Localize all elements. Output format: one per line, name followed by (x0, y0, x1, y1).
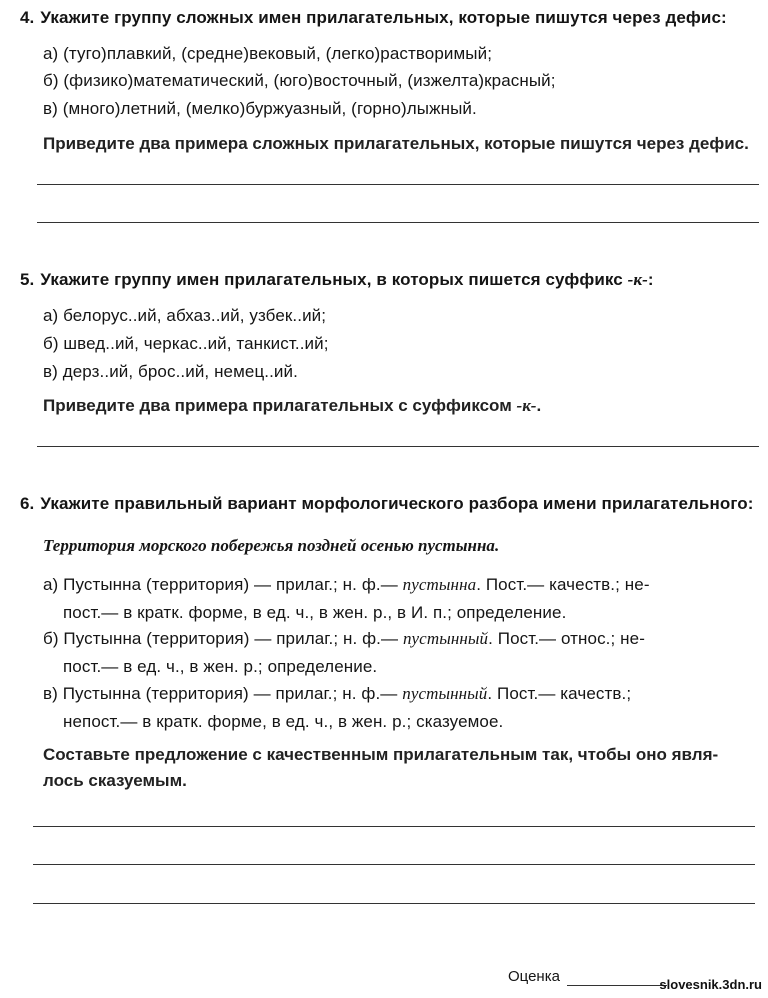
question-4-answer-line-1[interactable] (37, 184, 759, 185)
question-5-task-text: Приведите два примера прилагательных с суффиксом (43, 396, 517, 415)
question-4-option-b[interactable]: б) (физико)математический, (юго)восточный, (изжелта)красный; (43, 71, 556, 90)
question-4-option-a[interactable]: а) (туго)плавкий, (средне)вековый, (легко)растворимый; (43, 44, 493, 63)
question-4-title (20, 8, 727, 28)
option-c-rest: . Пост.— качеств.; (487, 684, 632, 703)
option-a-form: пустынна (402, 575, 477, 594)
question-5-number: 5. (20, 270, 35, 289)
question-5-answer-line[interactable] (37, 446, 759, 447)
example-text: Территория морского побережья поздней осенью (43, 536, 418, 555)
question-5-text: Укажите группу имен прилагательных, в которых пишется суффикс (40, 270, 628, 289)
question-6-option-b-line-2: пост.— в ед. ч., в жен. р.; определение. (63, 657, 378, 676)
question-6-task-line-1: Составьте предложение с качественным прилагательным так, чтобы оно явля- (43, 745, 719, 764)
question-4-task: Приведите два примера сложных прилагательных, которые пишутся через дефис. (43, 134, 749, 153)
option-b-rest: . Пост.— относ.; не- (488, 629, 645, 648)
question-6-title (20, 494, 754, 514)
site-watermark: slovesnik.3dn.ru (659, 977, 762, 992)
question-4-number: 4. (20, 8, 35, 27)
question-6-answer-line-1[interactable] (33, 826, 755, 827)
question-4-answer-line-2[interactable] (37, 222, 759, 223)
question-5-colon: : (647, 270, 654, 289)
question-6-answer-line-3[interactable] (33, 903, 755, 904)
question-6-answer-line-2[interactable] (33, 864, 755, 865)
question-6-example-sentence (43, 536, 499, 556)
question-6-option-b[interactable] (43, 629, 645, 649)
question-6-text: Укажите правильный вариант морфологического разбора имени прилагательного: (40, 494, 754, 513)
question-4-text: Укажите группу сложных имен прилагательных, которые пишутся через дефис: (40, 8, 727, 27)
grade-field-line[interactable] (567, 985, 667, 986)
example-period: . (494, 536, 500, 555)
question-5-option-c[interactable]: в) дерз..ий, брос..ий, немец..ий. (43, 362, 298, 381)
question-5-task-end: . (536, 396, 542, 415)
question-5-option-a[interactable]: а) белорус..ий, абхаз..ий, узбек..ий; (43, 306, 327, 325)
option-b-form: пустынный (402, 629, 489, 648)
option-b-text: б) Пустынна (территория) — прилаг.; н. ф.— (43, 629, 403, 648)
grade-label: Оценка (508, 968, 560, 985)
option-c-text: в) Пустынна (территория) — прилаг.; н. ф.— (43, 684, 403, 703)
question-5-task-suffix: -к- (516, 396, 537, 415)
question-5-task (43, 396, 541, 416)
question-6-number: 6. (20, 494, 35, 513)
question-6-option-a-line-2: пост.— в кратк. форме, в ед. ч., в жен. р., в И. п.; определение. (63, 603, 567, 622)
question-6-task-line-2: лось сказуемым. (43, 771, 187, 790)
question-6-option-c[interactable] (43, 684, 631, 704)
option-c-form: пустынный (402, 684, 488, 703)
option-a-rest: . Пост.— качеств.; не- (476, 575, 650, 594)
question-5-suffix: -к- (627, 270, 648, 289)
option-a-text: а) Пустынна (территория) — прилаг.; н. ф.— (43, 575, 403, 594)
question-5-title (20, 270, 654, 290)
question-4-option-c[interactable]: в) (много)летний, (мелко)буржуазный, (горно)лыжный. (43, 99, 477, 118)
question-5-option-b[interactable]: б) швед..ий, черкас..ий, танкист..ий; (43, 334, 329, 353)
question-6-option-a[interactable] (43, 575, 650, 595)
question-6-option-c-line-2: непост.— в кратк. форме, в ед. ч., в жен. р.; сказуемое. (63, 712, 504, 731)
example-target-word: пустынна (417, 536, 495, 555)
